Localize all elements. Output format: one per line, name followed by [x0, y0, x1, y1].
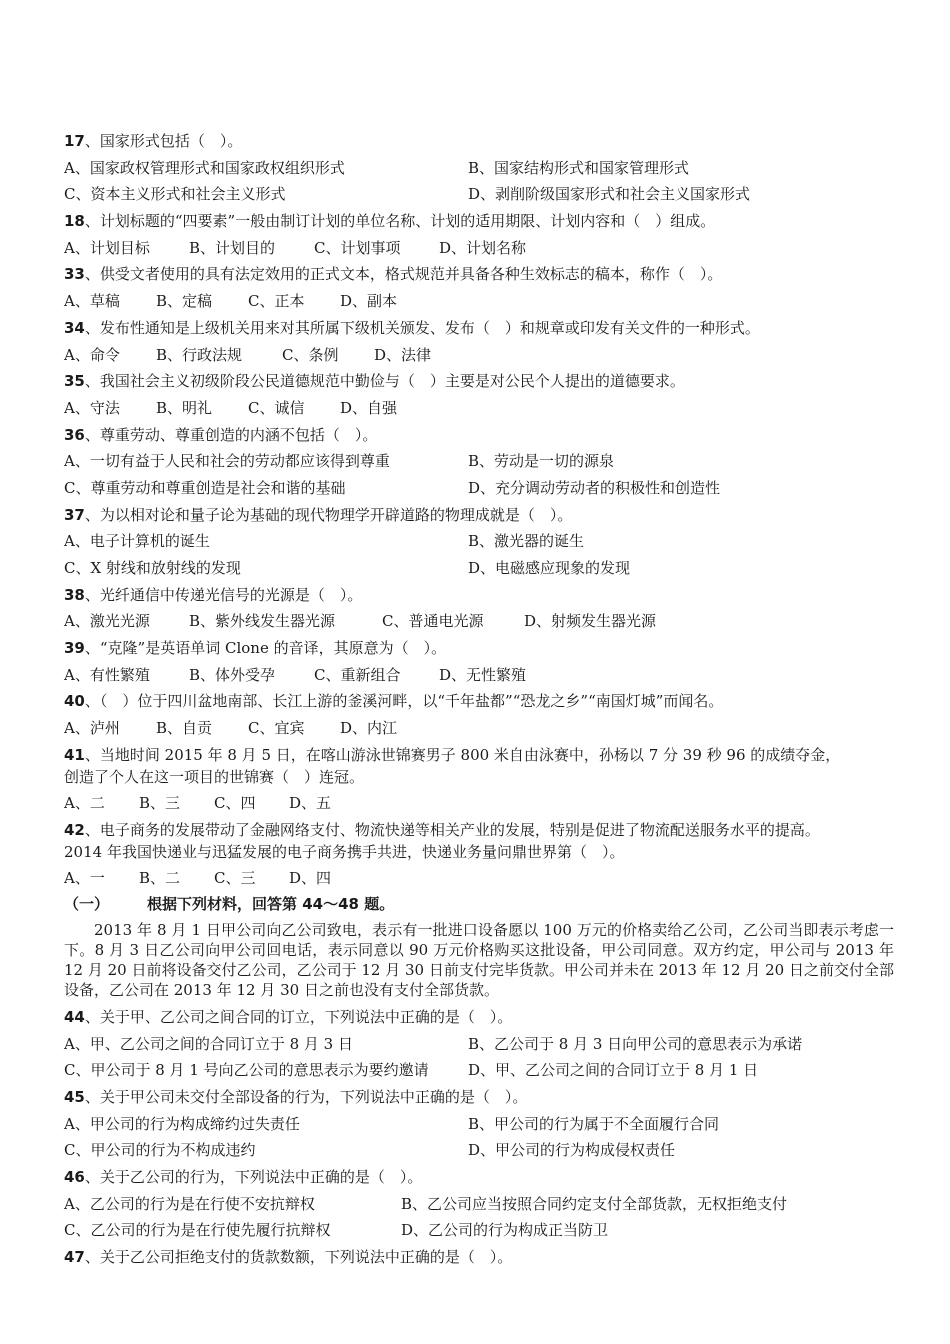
question-40-options [64, 715, 894, 742]
question-35-options [64, 395, 894, 422]
option-d: D、射频发生器光源 [524, 612, 657, 631]
question-37-options-row-2 [64, 555, 894, 582]
option-c: C、计划事项 [314, 238, 401, 257]
section-title: 根据下列材料，回答第 44～48 题。 [147, 895, 395, 914]
option-d: D、剥削阶级国家形式和社会主义国家形式 [468, 185, 751, 204]
question-44-stem: 44、关于甲、乙公司之间合同的订立，下列说法中正确的是（ ）。 [64, 1007, 513, 1026]
option-a: A、一 [64, 868, 105, 887]
option-b: B、乙公司于 8 月 3 日向甲公司的意思表示为承诺 [468, 1034, 803, 1053]
question-42-stem: 42、电子商务的发展带动了金融网络支付、物流快递等相关产业的发展，特别是促进了物流配送服务水平的提高。 2014 年我国快递业与迅猛发展的电子商务携手共进，快递业务量问鼎世界第（ ）。 [64, 820, 820, 861]
option-d: D、计划名称 [439, 238, 527, 257]
option-b: B、体外受孕 [189, 665, 276, 684]
option-d: D、自强 [340, 398, 398, 417]
question-34-options [64, 342, 894, 369]
question-number: 38 [64, 585, 85, 604]
exam-page [64, 128, 894, 1271]
option-a: A、守法 [64, 398, 120, 417]
question-33-stem: 33、供受文者使用的具有法定效用的正式文本，格式规范并具备各种生效标志的稿本，称作（ ）。 [64, 265, 723, 284]
question-37-stem: 37、为以相对论和量子论为基础的现代物理学开辟道路的物理成就是（ ）。 [64, 505, 573, 524]
question-45-options-row-1 [64, 1111, 894, 1138]
question-38-options [64, 608, 894, 635]
question-number: 37 [64, 505, 85, 524]
question-18-stem: 18、计划标题的“四要素”一般由制订计划的单位名称、计划的适用期限、计划内容和（ ）组成。 [64, 212, 716, 231]
option-b: B、紫外线发生器光源 [189, 612, 336, 631]
option-a: A、电子计算机的诞生 [64, 532, 210, 551]
question-36-options-row-2 [64, 475, 894, 502]
question-39-options [64, 662, 894, 689]
option-d: D、充分调动劳动者的积极性和创造性 [468, 478, 721, 497]
option-a: A、乙公司的行为是在行使不安抗辩权 [64, 1194, 315, 1213]
option-a: A、泸州 [64, 719, 120, 738]
option-c: C、甲公司于 8 月 1 号向乙公司的意思表示为要约邀请 [64, 1061, 429, 1080]
option-b: B、定稿 [156, 292, 213, 311]
option-b: B、计划目的 [189, 238, 276, 257]
question-number: 17 [64, 132, 85, 150]
question-number: 18 [64, 212, 85, 231]
question-number: 42 [64, 820, 85, 839]
question-17-options-row-1 [64, 155, 894, 182]
question-46-stem: 46、关于乙公司的行为，下列说法中正确的是（ ）。 [64, 1168, 423, 1186]
question-number: 35 [64, 372, 85, 391]
option-b: B、行政法规 [156, 345, 243, 364]
option-a: A、甲、乙公司之间的合同订立于 8 月 3 日 [64, 1034, 353, 1053]
question-number: 47 [64, 1248, 85, 1267]
option-c: C、正本 [248, 292, 305, 311]
question-35-stem: 35、我国社会主义初级阶段公民道德规范中勤俭与（ ）主要是对公民个人提出的道德要求。 [64, 372, 685, 391]
question-number: 45 [64, 1087, 85, 1106]
question-number: 40 [64, 692, 85, 711]
option-a: A、命令 [64, 345, 120, 364]
option-b: B、乙公司应当按照合同约定支付全部货款，无权拒绝支付 [401, 1194, 788, 1213]
option-d: D、无性繁殖 [439, 665, 527, 684]
option-c: C、三 [214, 868, 256, 887]
question-44-options-row-2 [64, 1057, 894, 1084]
option-d: D、电磁感应现象的发现 [468, 559, 631, 577]
case-material-paragraph: 2013 年 8 月 1 日甲公司向乙公司致电，表示有一批进口设备愿以 100 万元的价格卖给乙公司，乙公司当即表示考虑一下。8 月 3 日乙公司向甲公司回电话，表示同意以 90 万元价格购买这批设备，甲公司同意。双方约定，甲公司与 2013 年 12 月 20 日前将设备交付乙公司，乙公司于 12 月 30 日前支付完毕货款。甲公司并未在 2013 年 12 月 20 日之前交付全部设备，乙公司在 2013 年 12 月 30 日之前也没有支付全部货款。 [64, 920, 894, 999]
question-36-stem: 36、尊重劳动、尊重创造的内涵不包括（ ）。 [64, 425, 378, 444]
question-18-options [64, 235, 894, 262]
question-34-stem: 34、发布性通知是上级机关用来对其所属下级机关颁发、发布（ ）和规章或印发有关文件的一种形式。 [64, 318, 760, 337]
question-45-options-row-2 [64, 1137, 894, 1164]
option-a: A、草稿 [64, 292, 120, 311]
option-c: C、重新组合 [314, 665, 401, 684]
question-number: 36 [64, 425, 85, 444]
question-number: 39 [64, 639, 85, 658]
option-c: C、四 [214, 793, 256, 812]
question-number: 41 [64, 745, 85, 764]
question-42-options [64, 865, 894, 892]
option-d: D、内江 [340, 719, 398, 738]
question-45-stem: 45、关于甲公司未交付全部设备的行为，下列说法中正确的是（ ）。 [64, 1087, 528, 1106]
option-c: C、条例 [282, 345, 339, 364]
option-d: D、乙公司的行为构成正当防卫 [401, 1221, 609, 1240]
option-a: A、激光光源 [64, 612, 150, 631]
question-number: 33 [64, 265, 85, 284]
option-b: B、甲公司的行为属于不全面履行合同 [468, 1114, 720, 1133]
question-33-options [64, 288, 894, 315]
question-36-options-row-1 [64, 448, 894, 475]
question-46-options-row-1 [64, 1191, 894, 1218]
option-d: D、副本 [340, 292, 398, 311]
option-b: B、激光器的诞生 [468, 532, 585, 551]
option-a: A、二 [64, 793, 105, 812]
question-number: 46 [64, 1168, 85, 1186]
option-a: A、计划目标 [64, 238, 150, 257]
option-c: C、资本主义形式和社会主义形式 [64, 185, 286, 204]
option-c: C、甲公司的行为不构成违约 [64, 1141, 256, 1160]
option-c: C、尊重劳动和尊重创造是社会和谐的基础 [64, 478, 346, 497]
option-b: B、国家结构形式和国家管理形式 [468, 158, 690, 177]
question-39-stem: 39、“克隆”是英语单词 Clone 的音译，其原意为（ ）。 [64, 639, 447, 658]
option-a: A、一切有益于人民和社会的劳动都应该得到尊重 [64, 452, 390, 471]
option-c: C、宜宾 [248, 719, 305, 738]
question-44-options-row-1 [64, 1031, 894, 1058]
question-47-stem: 47、关于乙公司拒绝支付的货款数额，下列说法中正确的是（ ）。 [64, 1248, 513, 1267]
section-heading [64, 891, 894, 918]
option-c: C、乙公司的行为是在行使先履行抗辩权 [64, 1221, 331, 1240]
question-number: 44 [64, 1007, 85, 1026]
option-b: B、三 [139, 793, 181, 812]
option-d: D、四 [289, 868, 332, 887]
question-38-stem: 38、光纤通信中传递光信号的光源是（ ）。 [64, 585, 363, 604]
option-d: D、法律 [374, 345, 432, 364]
option-d: D、甲、乙公司之间的合同订立于 8 月 1 日 [468, 1061, 759, 1080]
option-c: C、诚信 [248, 398, 305, 417]
option-c: C、X 射线和放射线的发现 [64, 559, 241, 577]
option-b: B、自贡 [156, 719, 213, 738]
option-c: C、普通电光源 [382, 612, 484, 631]
option-d: D、甲公司的行为构成侵权责任 [468, 1141, 676, 1160]
question-41-options [64, 790, 894, 817]
section-label: （一） [64, 895, 110, 914]
option-b: B、劳动是一切的源泉 [468, 452, 615, 471]
option-a: A、有性繁殖 [64, 665, 150, 684]
option-d: D、五 [289, 793, 332, 812]
question-40-stem: 40、（ ）位于四川盆地南部、长江上游的釜溪河畔，以“千年盐都”“恐龙之乡”“南国灯城”而闻名。 [64, 692, 724, 711]
option-b: B、二 [139, 868, 181, 887]
option-b: B、明礼 [156, 398, 213, 417]
question-41-stem: 41、当地时间 2015 年 8 月 5 日，在喀山游泳世锦赛男子 800 米自由泳赛中，孙杨以 7 分 39 秒 96 的成绩夺金， 创造了个人在这一项目的世锦赛（ ）连冠。 [64, 745, 841, 786]
question-17-options-row-2 [64, 181, 894, 208]
question-37-options-row-1 [64, 528, 894, 555]
question-46-options-row-2 [64, 1217, 894, 1244]
question-number: 34 [64, 318, 85, 337]
question-17-stem: 17、国家形式包括（ ）。 [64, 132, 243, 150]
option-a: A、国家政权管理形式和国家政权组织形式 [64, 158, 345, 177]
option-a: A、甲公司的行为构成缔约过失责任 [64, 1114, 300, 1133]
